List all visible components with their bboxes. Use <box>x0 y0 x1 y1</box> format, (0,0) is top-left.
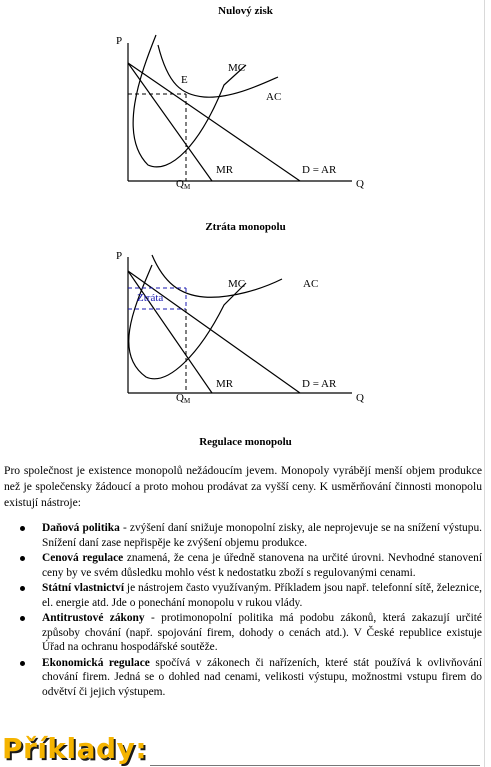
label-qm-main: Q <box>176 392 184 404</box>
tool-term: Cenová regulace <box>42 552 124 564</box>
label-qm <box>176 178 191 191</box>
graph-monopoly-loss <box>0 243 491 413</box>
label-demand: D = AR <box>302 378 337 390</box>
list-item <box>6 611 482 655</box>
bullet-icon <box>20 616 25 621</box>
tool-text: je nástrojem často využívaným. Příkladem jsou např. telefonní sítě, železnice, el. energie atd. Jde o ponechání monopolu v rukou vlády. <box>42 582 482 609</box>
tool-text: - zvýšení daní snižuje monopolní zisky, ale neprojevuje se na snížení výstupu. Snížení daní zase nepřispěje ke zvýšení objemu produkce. <box>42 522 482 549</box>
ac-curve <box>158 45 278 97</box>
intro-paragraph: Pro společnost je existence monopolů nežádoucím jevem. Monopoly vyrábějí menší objem produkce než je společensky žádoucí a proto mohou prodávat za vyšší ceny. K usměrňování činnosti monopolu existují nástroje: <box>4 464 482 509</box>
label-qm-sub: M <box>183 397 191 405</box>
label-qm <box>176 392 191 405</box>
divider <box>150 765 480 766</box>
graph-zero-profit <box>0 25 491 225</box>
tool-text: znamená, že cena je úředně stanovena na určité úrovni. Nevhodné stanovení ceny by ve svém důsledku mohlo vést k nedostatku zboží s regulovanými cenami. <box>42 552 482 579</box>
label-mr: MR <box>216 378 234 390</box>
axis-label-p: P <box>116 35 123 47</box>
list-item <box>6 581 482 610</box>
tool-text: spočívá v zákonech či nařízeních, které stát používá k ovlivňování chování firem. Jedná se o dohled nad cenami, velikosti výstupu, možnostmi vstupu firem do odvětví či jejich výstupem. <box>42 656 482 698</box>
examples-heading: Příklady: <box>2 732 148 765</box>
mc-curve <box>133 35 246 167</box>
label-demand: D = AR <box>302 164 337 176</box>
bullet-icon <box>20 556 25 561</box>
heading-zero-profit: Nulový zisk <box>218 5 273 17</box>
tool-term: Antitrustové zákony <box>42 612 145 624</box>
tool-term: Ekonomická regulace <box>42 656 150 669</box>
list-item <box>6 551 482 580</box>
regulation-tools-list <box>6 521 482 700</box>
label-mc: MC <box>228 62 246 74</box>
ac-curve <box>152 255 282 297</box>
label-loss: Ztráta <box>137 292 164 304</box>
bullet-icon <box>20 526 25 531</box>
label-ac: AC <box>303 278 319 290</box>
mr-curve <box>128 271 212 393</box>
heading-monopoly-loss: Ztráta monopolu <box>205 221 286 233</box>
tool-term: Státní vlastnictví <box>42 582 125 594</box>
list-item <box>6 521 482 550</box>
axis-label-p: P <box>116 250 123 262</box>
tool-term: Daňová politika <box>42 522 120 534</box>
label-mr: MR <box>216 164 234 176</box>
label-e: E <box>181 74 188 86</box>
bullet-icon <box>20 661 25 666</box>
label-qm-main: Q <box>176 178 184 190</box>
tool-text: - protimonopolní politika má podobu zákonů, která zakazují určité způsoby chování (např. spojování firem, dohody o cenách atd.). V České republice existuje Úřad na ochranu hospodářské soutěže. <box>42 612 482 653</box>
label-mc: MC <box>228 278 246 290</box>
axis-label-q: Q <box>356 178 364 190</box>
demand-curve <box>128 63 300 181</box>
heading-regulation: Regulace monopolu <box>199 436 292 448</box>
demand-curve <box>128 271 300 393</box>
label-ac: AC <box>266 91 282 103</box>
label-qm-sub: M <box>183 183 191 191</box>
list-item <box>6 656 482 700</box>
bullet-icon <box>20 586 25 591</box>
axis-label-q: Q <box>356 392 364 404</box>
